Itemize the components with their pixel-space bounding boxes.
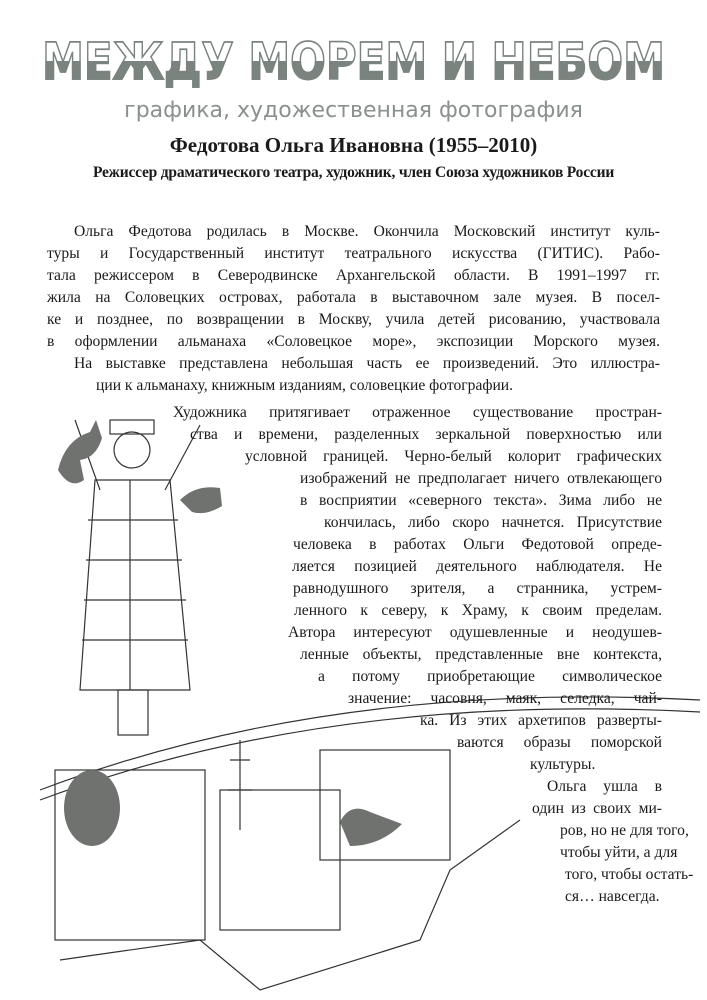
text-line: равнодушного зрителя, а странника, устрем- (293, 580, 662, 597)
text-line: ке и позднее, по возвращении в Москву, учила детей рисованию, участвовала (47, 311, 660, 328)
figure-dress (80, 480, 190, 690)
text-line: человека в работах Ольги Федотовой опреде- (293, 536, 662, 553)
text-line: ляется позицией деятельного наблюдателя. Не (292, 558, 662, 575)
text-line: того, чтобы остать- (565, 866, 694, 883)
bird-icon (58, 420, 102, 483)
text-line: а потому приобретающие символическое (318, 668, 662, 685)
text-line: Ольга Федотова родилась в Москве. Окончила Московский институт куль- (74, 223, 660, 240)
text-line: условной границей. Черно-белый колорит графических (245, 448, 662, 465)
text-line: ства и времени, разделенных зеркальной поверхностью или (190, 426, 662, 443)
text-line: в восприятии «северного текста». Зима либо не (300, 492, 662, 509)
text-line: туры и Государственный институт театрального искусства (ГИТИС). Рабо- (47, 245, 660, 262)
text-line: ленные объекты, представленные вне контекста, (300, 646, 662, 663)
text-line: Ольга ушла в (547, 778, 662, 795)
egg-shape (64, 770, 120, 846)
bird-icon (180, 487, 222, 513)
figure-head (114, 432, 150, 468)
text-line: ка. Из этих архетипов разверты- (420, 712, 662, 729)
text-line: Художника притягивает отраженное существование простран- (173, 404, 662, 421)
text-line: ров, но не для того, (560, 822, 689, 839)
text-line: культуры. (530, 756, 596, 773)
text-line: тала режиссером в Северодвинске Архангельской области. В 1991–1997 гг. (47, 267, 660, 284)
text-line: изображений не предполагает ничего отвлекающего (300, 470, 662, 487)
artist-role: Режиссер драматического театра, художник, член Союза художников России (92, 164, 615, 181)
text-line: ся… навсегда. (565, 888, 660, 905)
text-line: значение: часовня, маяк, селедка, чай- (348, 690, 662, 707)
text-line: ваются образы поморской (457, 734, 662, 751)
text-line: жила на Соловецких островах, работала в выставочном зале музея. В посел- (47, 289, 660, 306)
text-line: кончилась, либо скоро начнется. Присутствие (324, 514, 662, 531)
text-line: один из своих ми- (532, 800, 662, 817)
text-line: На выставке представлена небольшая часть ее произведений. Это иллюстра- (74, 355, 660, 372)
text-line: ленного к северу, к Храму, к своим пределам. (294, 602, 662, 619)
bird-icon (340, 809, 402, 846)
text-line: в оформлении альманаха «Соловецкое море», экспозиции Морского музея. (47, 333, 660, 350)
text-line: чтобы уйти, а для (560, 844, 678, 861)
exhibition-title: МЕЖДУ МОРЕМ И НЕБОМ (0, 33, 707, 91)
text-line: Автора интересуют одушевленные и неодушев- (288, 624, 662, 641)
artist-name: Федотова Ольга Ивановна (1955–2010) (169, 133, 538, 157)
exhibition-tagline: графика, художественная фотография (124, 98, 583, 123)
text-line: ции к альманаху, книжным изданиям, соловецкие фотографии. (96, 377, 514, 394)
